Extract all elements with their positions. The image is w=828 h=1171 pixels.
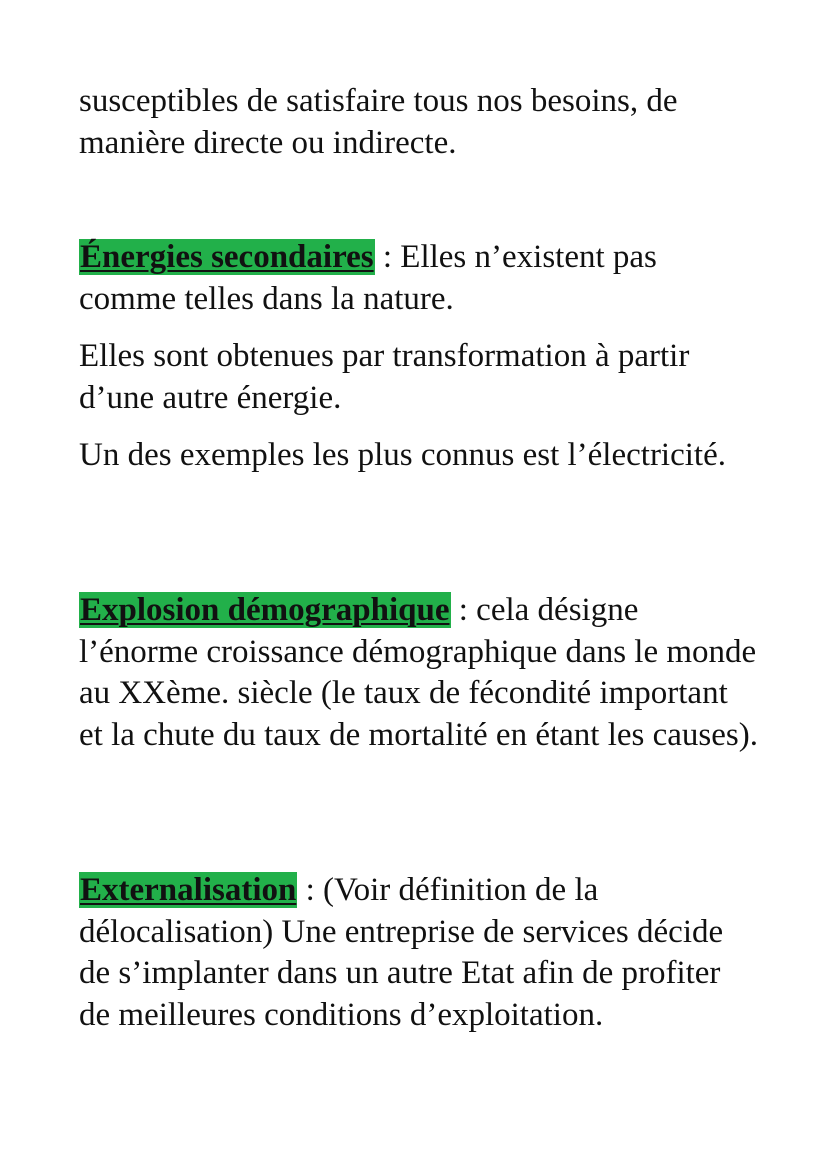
glossary-entry-energies-secondaires xyxy=(79,237,759,320)
paragraph-exemple-electricite: Un des exemples les plus connus est l’électricité. xyxy=(79,437,726,473)
continuation-paragraph: susceptibles de satisfaire tous nos besoins, de manière directe ou indirecte. xyxy=(79,83,678,161)
glossary-term: Énergies secondaires xyxy=(80,239,374,275)
glossary-entry-explosion-demographique xyxy=(79,590,759,756)
paragraph-transformation: Elles sont obtenues par transformation à partir d’une autre énergie. xyxy=(79,338,690,416)
glossary-definition: : (Voir définition de la délocalisation) Une entreprise de services décide de s’implanter dans un autre Etat afin de profiter de meilleures conditions d’exploitation. xyxy=(79,872,724,1033)
glossary-definition: : cela désigne l’énorme croissance démographique dans le monde au XXème. siècle (le taux de fécondité important et la chute du taux de mortalité en étant les causes). xyxy=(79,592,758,753)
glossary-definition: : Elles n’existent pas comme telles dans la nature. xyxy=(79,239,657,317)
glossary-term: Explosion démographique xyxy=(80,592,450,628)
glossary-term: Externalisation xyxy=(80,872,297,908)
glossary-entry-externalisation xyxy=(79,870,759,1036)
